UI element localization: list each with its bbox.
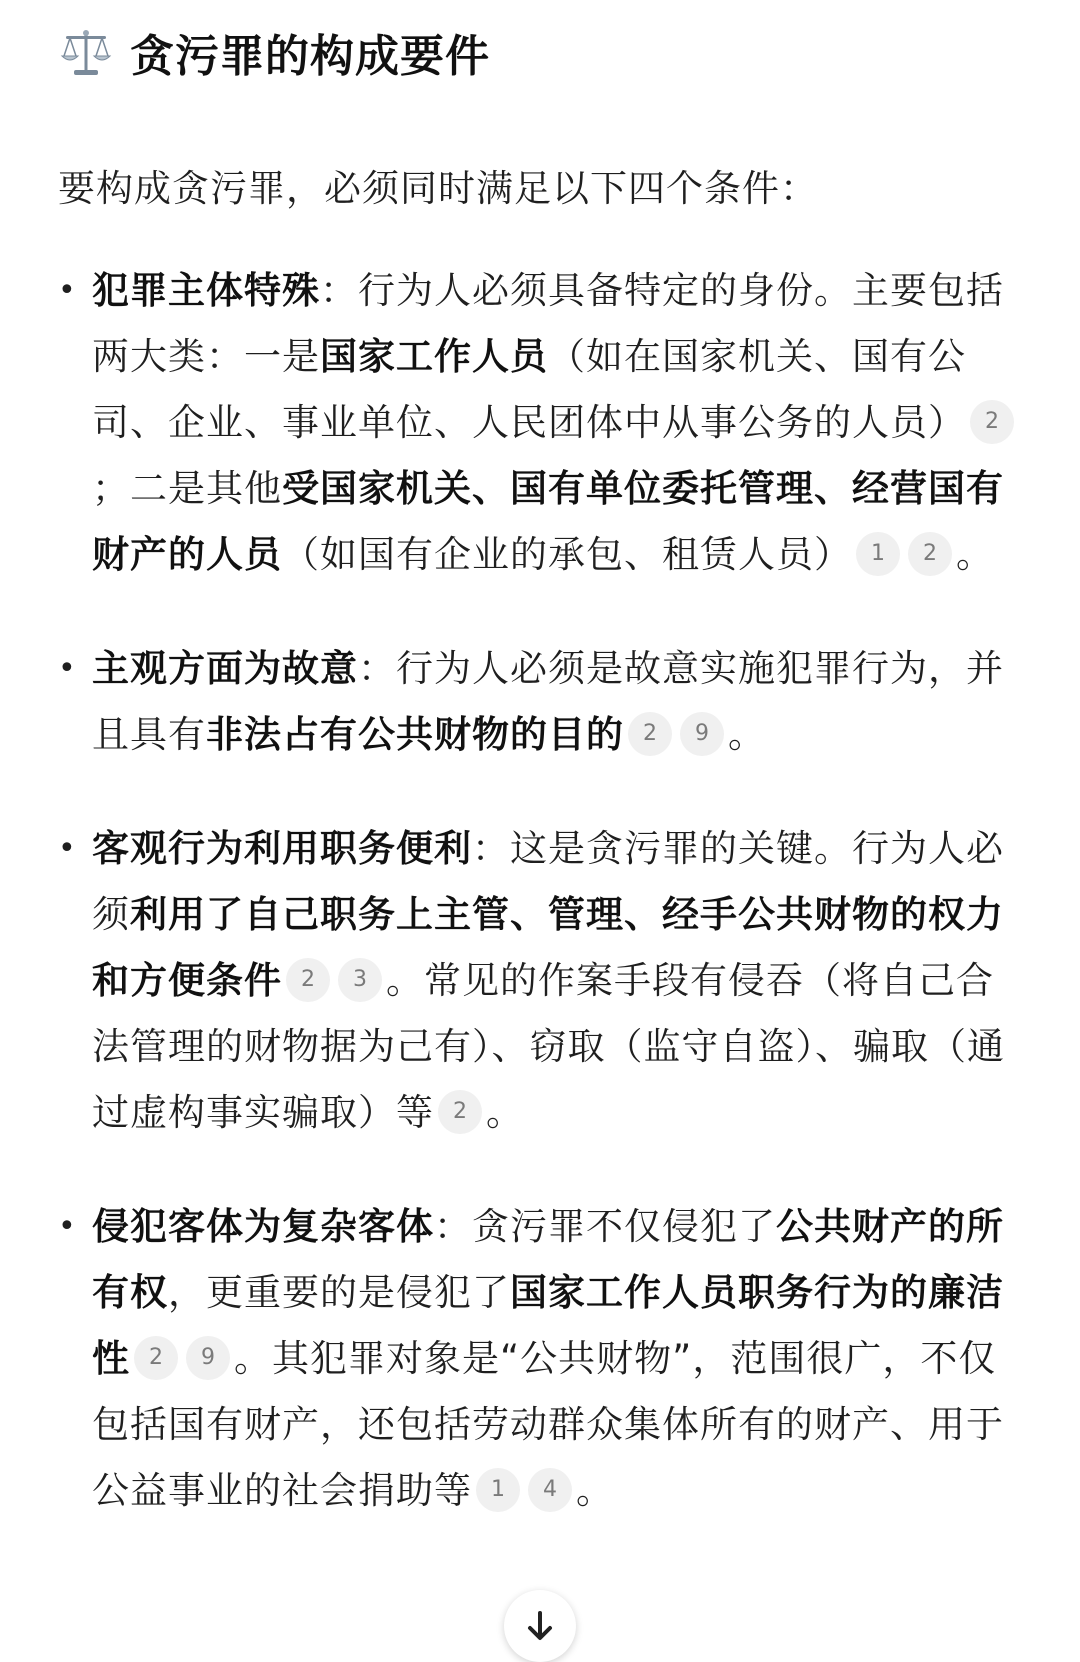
bold-text: 国家工作人员 bbox=[320, 335, 548, 378]
list-item bbox=[58, 258, 1018, 588]
citation-badge[interactable]: 2 bbox=[438, 1090, 482, 1134]
citation-badge[interactable]: 9 bbox=[680, 712, 724, 756]
body-text: 。 bbox=[576, 1469, 614, 1512]
body-text: （如在国家机关、国有公司、企业、事业单位、人民团体中从事公务的人员） bbox=[92, 335, 966, 444]
citation-badge[interactable]: 1 bbox=[856, 532, 900, 576]
bold-text: 客观行为利用职务便利 bbox=[92, 827, 472, 870]
bullet-icon: • bbox=[58, 273, 77, 308]
bold-text: 非法占有公共财物的目的 bbox=[206, 713, 624, 756]
body-text: ：行为人必须具备特定的身份。主要包括两大类：一是 bbox=[92, 269, 1004, 378]
body-text: ：贪污罪不仅侵犯了 bbox=[434, 1205, 776, 1248]
bold-text: 国家工作人员职务行为的廉洁性 bbox=[92, 1271, 1004, 1380]
list-item bbox=[58, 636, 1018, 768]
citation-badge[interactable]: 2 bbox=[134, 1336, 178, 1380]
bold-text: 公共财产的所有权 bbox=[92, 1205, 1004, 1314]
citation-badge[interactable]: 2 bbox=[908, 532, 952, 576]
bullet-icon: • bbox=[58, 1209, 77, 1244]
citation-badge[interactable]: 2 bbox=[286, 958, 330, 1002]
bullet-icon: • bbox=[58, 831, 77, 866]
conditions-list bbox=[58, 258, 1018, 1572]
body-text: 。 bbox=[728, 713, 766, 756]
body-text: ：行为人必须是故意实施犯罪行为，并且具有 bbox=[92, 647, 1004, 756]
citation-badge[interactable]: 3 bbox=[338, 958, 382, 1002]
citation-badge[interactable]: 1 bbox=[476, 1468, 520, 1512]
arrow-down-icon bbox=[523, 1609, 557, 1643]
body-text: 。 bbox=[956, 533, 994, 576]
citation-badge[interactable]: 9 bbox=[186, 1336, 230, 1380]
body-text: ：这是贪污罪的关键。行为人必须 bbox=[92, 827, 1004, 936]
page-title: 贪污罪的构成要件 bbox=[130, 31, 490, 82]
bold-text: 犯罪主体特殊 bbox=[92, 269, 320, 312]
bullet-icon: • bbox=[58, 651, 77, 686]
bold-text: 侵犯客体为复杂客体 bbox=[92, 1205, 434, 1248]
body-text: （如国有企业的承包、租赁人员） bbox=[282, 533, 852, 576]
bold-text: 受国家机关、国有单位委托管理、经营国有财产的人员 bbox=[92, 467, 1004, 576]
body-text: 。其犯罪对象是“公共财物”，范围很广，不仅包括国有财产，还包括劳动群众集体所有的财产、用于公益事业的社会捐助等 bbox=[92, 1337, 1004, 1512]
body-text: 。常见的作案手段有侵吞（将自己合法管理的财物据为己有）、窃取（监守自盗）、骗取（通过虚构事实骗取）等 bbox=[92, 959, 1005, 1134]
list-item bbox=[58, 1194, 1018, 1524]
citation-badge[interactable]: 2 bbox=[628, 712, 672, 756]
body-text: ；二是其他 bbox=[92, 467, 282, 510]
scales-icon bbox=[58, 24, 114, 80]
list-item bbox=[58, 816, 1018, 1146]
section-header bbox=[58, 20, 490, 84]
citation-badge[interactable]: 2 bbox=[970, 400, 1014, 444]
bold-text: 主观方面为故意 bbox=[92, 647, 358, 690]
intro-text: 要构成贪污罪，必须同时满足以下四个条件： bbox=[58, 167, 818, 210]
citation-badge[interactable]: 4 bbox=[528, 1468, 572, 1512]
bold-text: 利用了自己职务上主管、管理、经手公共财物的权力和方便条件 bbox=[92, 893, 1004, 1002]
body-text: ，更重要的是侵犯了 bbox=[168, 1271, 510, 1314]
body-text: 。 bbox=[486, 1091, 524, 1134]
scroll-down-button[interactable] bbox=[504, 1590, 576, 1662]
